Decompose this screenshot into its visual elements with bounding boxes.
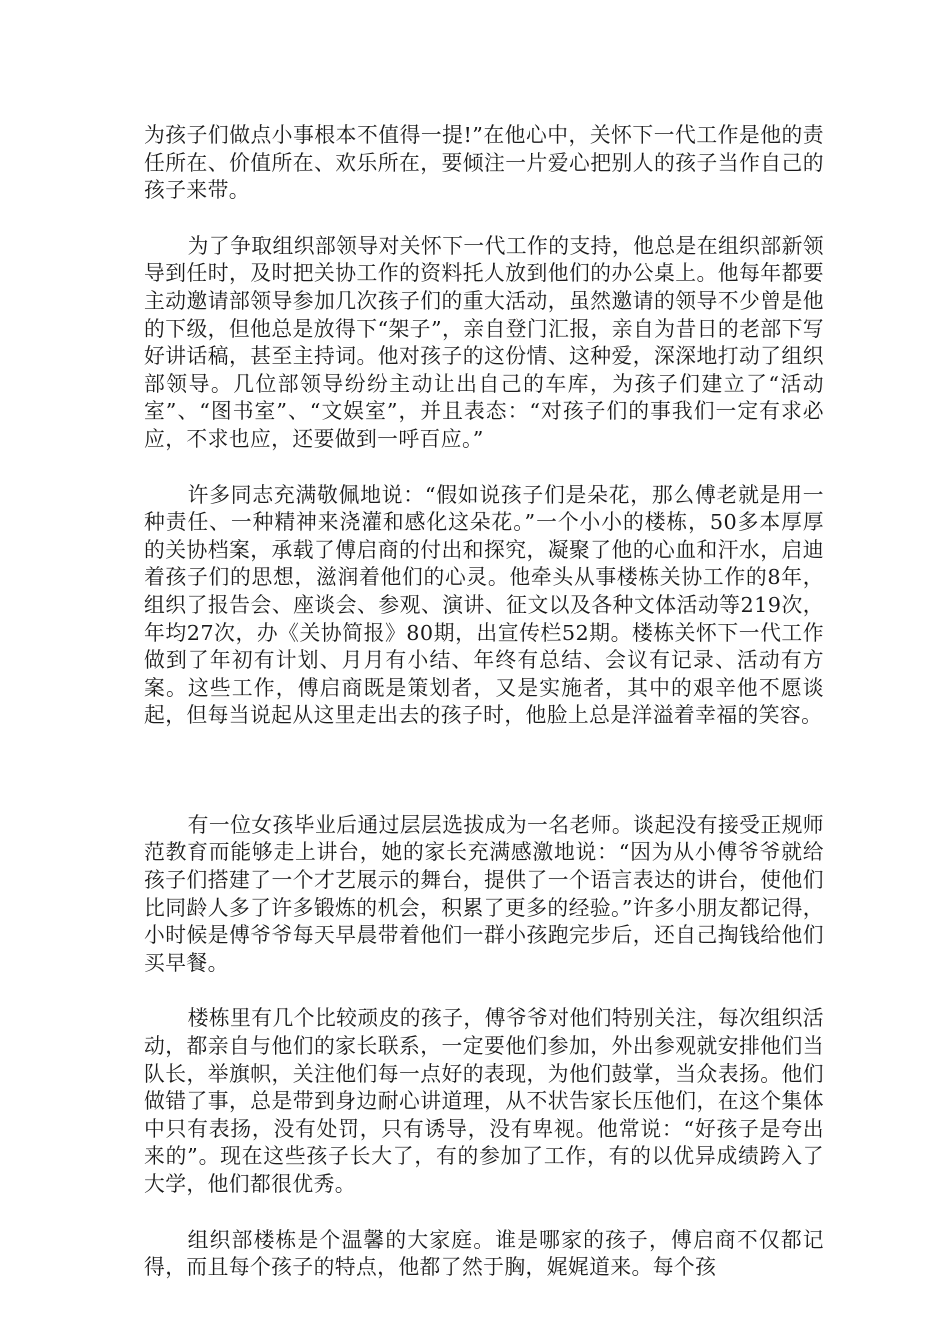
paragraph-continued: 为孩子们做点小事根本不值得一提!”在他心中，关怀下一代工作是他的责任所在、价值所在、欢乐所在，要倾注一片爱心把别人的孩子当作自己的孩子来带。: [144, 123, 824, 203]
paragraph-naughty-children: 楼栋里有几个比较顽皮的孩子，傅爷爷对他们特别关注，每次组织活动，都亲自与他们的家长联系，一定要他们参加，外出参观就安排他们当队长，举旗帜，关注他们每一点好的表现，为他们鼓掌，当众表扬。他们做错了事，总是带到身边耐心讲道理，从不状告家长压他们，在这个集体中只有表扬，没有处罚，只有诱导，没有卑视。他常说：“好孩子是夸出来的”。现在这些孩子长大了，有的参加了工作，有的以优异成绩跨入了大学，他们都很优秀。: [144, 1006, 824, 1196]
paragraph-teacher-story: 有一位女孩毕业后通过层层选拔成为一名老师。谈起没有接受正规师范教育而能够走上讲台，她的家长充满感激地说：“因为从小傅爷爷就给孩子们搭建了一个才艺展示的舞台，提供了一个语言表达的讲台，使他们比同龄人多了许多锻炼的机会，积累了更多的经验。”许多小朋友都记得，小时候是傅爷爷每天早晨带着他们一群小孩跑完步后，还自己掏钱给他们买早餐。: [144, 812, 824, 975]
article-body: [144, 122, 824, 1282]
paragraph-big-family: 组织部楼栋是个温馨的大家庭。谁是哪家的孩子，傅启商不仅都记得，而且每个孩子的特点，他都了然于胸，娓娓道来。每个孩: [144, 1227, 824, 1280]
paragraph-leadership-support: 为了争取组织部领导对关怀下一代工作的支持，他总是在组织部新领导到任时，及时把关协工作的资料托人放到他们的办公桌上。他每年都要主动邀请部领导参加几次孩子们的重大活动，虽然邀请的领导不少曾是他的下级，但他总是放得下“架子”，亲自登门汇报，亲自为昔日的老部下写好讲话稿，甚至主持词。他对孩子的这份情、这种爱，深深地打动了组织部领导。几位部领导纷纷主动让出自己的车库，为孩子们建立了“活动室”、“图书室”、“文娱室”，并且表态：“对孩子们的事我们一定有求必应，不求也应，还要做到一呼百应。”: [144, 233, 824, 451]
paragraph-admiration: 许多同志充满敬佩地说：“假如说孩子们是朵花，那么傅老就是用一种责任、一种精神来浇灌和感化这朵花。”一个小小的楼栋，50多本厚厚的关协档案，承载了傅启商的付出和探究，凝聚了他的心血和汗水，启迪着孩子们的思想，滋润着他们的心灵。他牵头从事楼栋关协工作的8年，组织了报告会、座谈会、参观、演讲、征文以及各种文体活动等219次，年均27次，办《关协简报》80期，出宣传栏52期。楼栋关怀下一代工作做到了年初有计划、月月有小结、年终有总结、会议有记录、活动有方案。这些工作，傅启商既是策划者，又是实施者，其中的艰辛他不愿谈起，但每当说起从这里走出去的孩子时，他脸上总是洋溢着幸福的笑容。: [144, 482, 824, 728]
